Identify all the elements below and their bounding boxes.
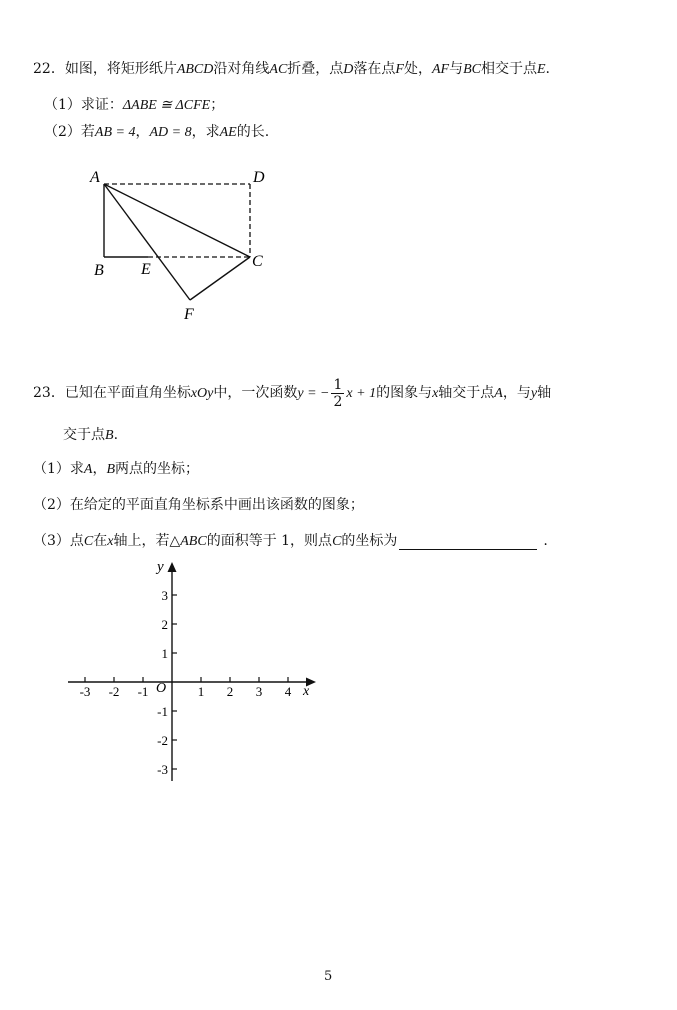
x-axis-label: x: [303, 684, 310, 699]
q23-part2: （2）在给定的平面直角坐标系中画出该函数的图象；: [33, 497, 364, 513]
x-tick-label-5: 3: [255, 684, 263, 699]
edge-fc: [190, 257, 250, 300]
fraction: $\frac{1}{2}$: [333, 376, 343, 410]
y-tick-label-2: 1: [161, 646, 168, 661]
x-tick-label-1: -2: [108, 684, 120, 699]
x-tick-label-0: -3: [79, 684, 91, 699]
x-tick-label-2: -1: [137, 684, 149, 699]
y-tick-label-0: 3: [161, 588, 168, 603]
q23-stem: 23．已知在平面直角坐标xOy中，一次函数y = − $\frac{1}{2}$ x + 1的图象与x轴交于点A，与y轴: [33, 376, 552, 410]
label-f: F: [184, 306, 194, 323]
page-number: 5: [324, 969, 333, 984]
q23-number: 23．: [33, 385, 65, 401]
y-axis-arrow: [168, 562, 177, 572]
y-tick-label-4: -2: [157, 733, 168, 748]
label-b: B: [94, 262, 104, 279]
q22-stem: 22．如图，将矩形纸片ABCD沿对角线AC折叠，点D落在点F处，AF与BC相交于点E.: [33, 61, 550, 77]
edge-af: [104, 184, 190, 300]
function-lhs: y = −: [297, 386, 330, 401]
q22-figure: [80, 162, 280, 324]
y-tick-label-5: -3: [157, 762, 168, 777]
q23-part1: （1）求A，B两点的坐标；: [33, 461, 200, 477]
x-tick-label-3: 1: [197, 684, 205, 699]
origin-label: O: [156, 681, 167, 696]
function-rhs: x + 1: [346, 386, 377, 401]
label-c: C: [252, 253, 263, 270]
q22-part1: （1）求证：ΔABE ≅ ΔCFE；: [44, 97, 225, 113]
x-tick-label-4: 2: [226, 684, 234, 699]
answer-blank[interactable]: [399, 535, 537, 550]
q22-part2: （2）若AB = 4，AD = 8，求AE的长.: [44, 124, 270, 140]
label-a: A: [90, 169, 100, 186]
label-e: E: [141, 261, 151, 278]
x-ticks: [80, 677, 292, 699]
q23-part3: （3）点C在x轴上，若△ABC的面积等于 1，则点C的坐标为 .: [33, 533, 548, 549]
y-tick-label-1: 2: [161, 617, 168, 632]
coordinate-axes: [60, 555, 325, 790]
q22-number: 22．: [33, 61, 65, 77]
label-d: D: [253, 169, 265, 186]
diagonal-ac: [104, 184, 250, 257]
q23-stem-line2: 交于点B.: [63, 427, 119, 443]
y-axis-label: y: [157, 559, 164, 575]
x-tick-label-6: 4: [284, 684, 292, 699]
y-tick-label-3: -1: [157, 704, 168, 719]
